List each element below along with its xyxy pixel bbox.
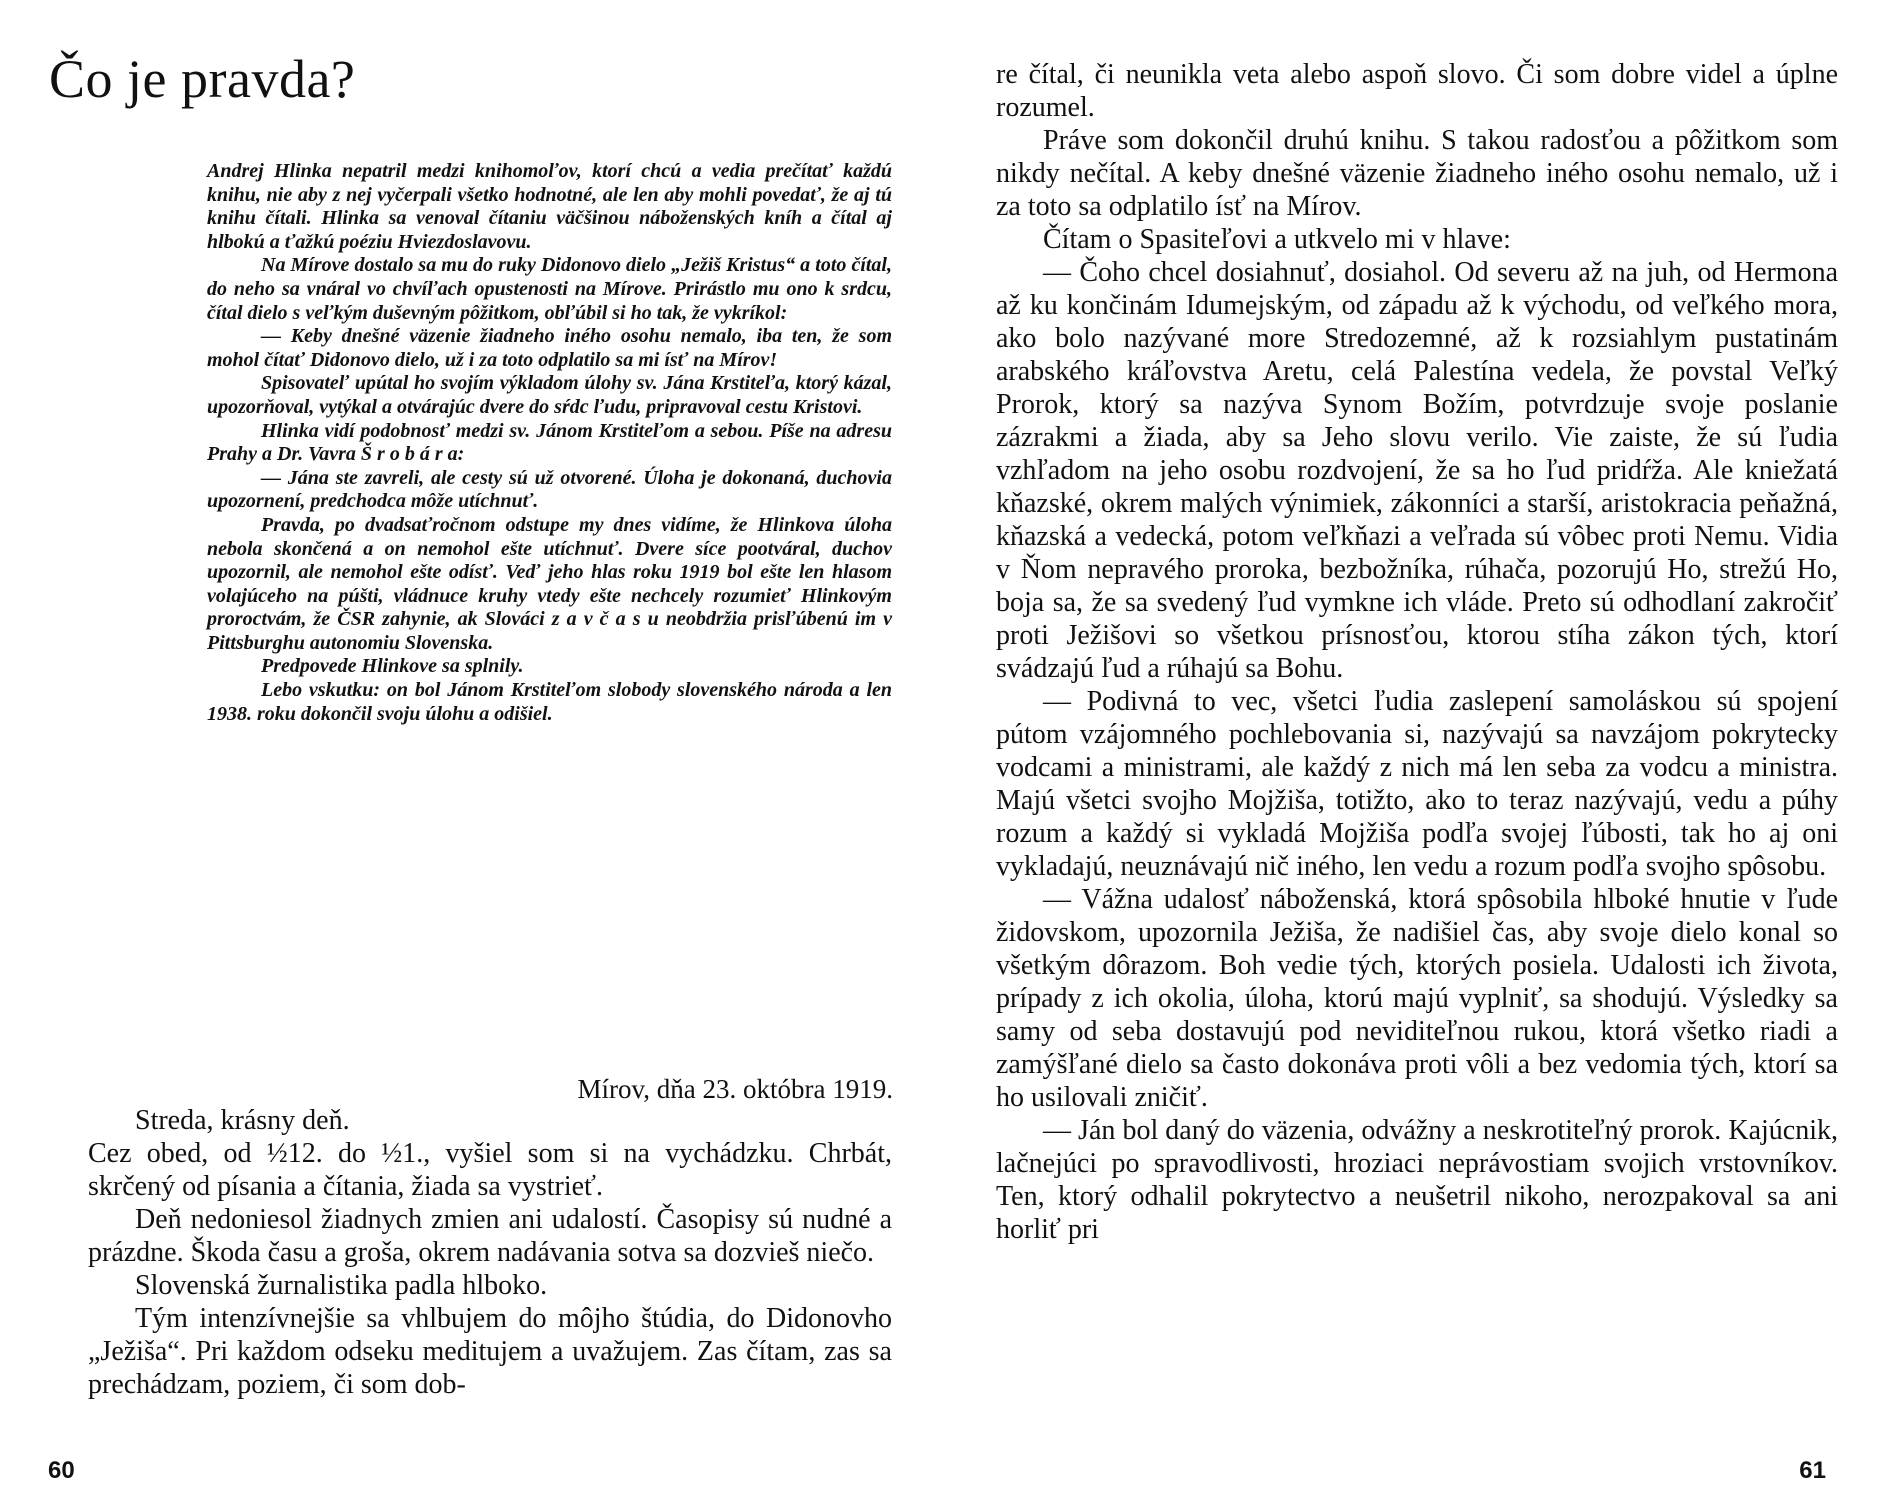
body-paragraph: Deň nedoniesol žiadnych zmien ani udalostí. Časopisy sú nudné a prázdne. Škoda času a groša, okrem nadávania sotva sa dozvieš niečo. [88, 1204, 892, 1268]
intro-paragraph: — Keby dnešné väzenie žiadneho iného osohu nemalo, iba ten, že som mohol čítať Didonovo dielo, už i za toto odplatilo sa mi ísť na Mírov! [207, 325, 892, 371]
body-paragraph: — Podivná to vec, všetci ľudia zaslepení samoláskou sú spojení pútom vzájomného pochlebovania si, nazývajú sa navzájom pokrytecky vodcami a ministrami, ale každý z nich má len seba za vodcu a ministra. Majú všetci svojho Mojžiša, totižto, ako to teraz nazývajú, vedu a púhy rozum a každý si vykladá Mojžiša podľa svojej ľúbosti, tak ho aj oni vykladajú, neuznávajú nič iného, len vedu a rozum podľa svojho spôsobu. [996, 686, 1838, 882]
body-paragraph: Tým intenzívnejšie sa vhlbujem do môjho štúdia, do Didonovho „Ježiša“. Pri každom odseku meditujem a uvažujem. Zas čítam, zas sa prechádzam, poziem, či som dob- [88, 1303, 892, 1400]
intro-paragraph: Hlinka vidí podobnosť medzi sv. Jánom Krstiteľom a sebou. Píše na adresu Prahy a Dr. Vavra Š r o b á r a: [207, 419, 892, 466]
diary-text-right [996, 58, 1838, 1246]
body-paragraph: — Čoho chcel dosiahnuť, dosiahol. Od severu až na juh, od Hermona až ku končinám Idumejským, od západu až k východu, od veľkého mora, ako bolo nazývané more Stredozemné, až k rozsiahlym pustatinám arabského kráľovstva Aretu, celá Palestína vedela, že povstal Veľký Prorok, ktorý sa nazýva Synom Božím, potvrdzuje svoje poslanie zázrakmi a žiada, aby sa Jeho slovu verilo. Vie zaiste, že sú ľudia vzhľadom na jeho osobu rozdvojení, že sa ho ľud pridŕža. Ale kniežatá kňazské, okrem malých výnimiek, zákonníci a starší, aristokracia peňažná, kňazská a vedecká, potom veľkňazi a veľrada sú vôbec proti Nemu. Vidia v Ňom nepravého proroka, bezbožníka, rúhača, pozorujú Ho, strežú Ho, boja sa, že sa svedený ľud vymkne ich vláde. Preto sú odhodlaní zakročiť proti Ježišovi so všetkou prísnosťou, ktorou stíha zákon tých, ktorí svádzajú ľud a rúhajú sa Bohu. [996, 257, 1838, 684]
body-paragraph: Cez obed, od ½12. do ½1., vyšiel som si na vychádzku. Chrbát, skrčený od písania a čítania, žiada sa vystrieť. [88, 1138, 892, 1202]
body-paragraph: Práve som dokončil druhú knihu. S takou radosťou a pôžitkom som nikdy nečítal. A keby dnešné väzenie žiadneho iného osohu nemalo, už i za toto sa odplatilo ísť na Mírov. [996, 125, 1838, 222]
chapter-introduction [207, 160, 892, 726]
intro-paragraph: Predpovede Hlinkove sa splnily. [261, 655, 524, 678]
page-number: 61 [1799, 1457, 1826, 1484]
body-paragraph: re čítal, či neunikla veta alebo aspoň slovo. Či som dobre videl a úplne rozumel. [996, 59, 1838, 123]
body-paragraph: — Vážna udalosť náboženská, ktorá spôsobila hlboké hnutie v ľude židovskom, upozornila Ježiša, že nadišiel čas, aby svoje dielo konal so všetkým dôrazom. Boh vedie tých, ktorých posiela. Udalosti ich života, prípady z ich okolia, úloha, ktorú majú vyplniť, sa shodujú. Výsledky sa samy od seba dostavujú pod neviditeľnou rukou, ktorá všetko riadi a zamýšľané dielo sa často dokonáva proti vôli a bez vedomia tých, ktorí sa ho usilovali zničiť. [996, 884, 1838, 1113]
intro-paragraph: Pravda, po dvadsaťročnom odstupe my dnes vidíme, že Hlinkova úloha nebola skončená a on nemohol ešte utíchnuť. Dvere síce pootváral, duchov upozornil, ale nemohol ešte odísť. Veď jeho hlas roku 1919 bol ešte len hlasom volajúceho na púšti, vládnuce kruhy vtedy ešte nechcely rozumieť Hlinkovým proroctvám, že ČSR zahynie, ak Slováci z a v č a s u neobdržia prisľúbenú im v Pittsburghu autonomiu Slovenska. [207, 513, 892, 654]
intro-paragraph: — Jána ste zavreli, ale cesty sú už otvorené. Úloha je dokonaná, duchovia upozornení, predchodca môže utíchnuť. [207, 466, 892, 513]
chapter-title: Čo je pravda? [49, 49, 356, 109]
intro-paragraph: Spisovateľ upútal ho svojím výkladom úlohy sv. Jána Krstiteľa, ktorý kázal, upozorňoval, vytýkal a otvárajúc dvere do sŕdc ľudu, pripravoval cestu Kristovi. [207, 372, 892, 418]
intro-paragraph: Andrej Hlinka nepatril medzi knihomoľov, ktorí chcú a vedia prečítať každú knihu, nie aby z nej vyčerpali všetko hodnotné, ale len aby mohli povedať, že aj tú knihu čítali. Hlinka sa venoval čítaniu väčšinou náboženských kníh a čítal aj hlbokú a ťažkú poéziu Hviezdoslavovu. [207, 160, 892, 253]
intro-paragraph: Na Mírove dostalo sa mu do ruky Didonovo dielo „Ježiš Kristus“ a toto čítal, do neho sa vnáral vo chvíľach opustenosti na Mírove. Prirástlo mu ono k srdcu, čítal dielo s veľkým duševným pôžitkom, obľúbil si ho tak, že vykríkol: [207, 254, 892, 324]
diary-dateline: Mírov, dňa 23. októbra 1919. [577, 1074, 893, 1104]
body-paragraph: — Ján bol daný do väzenia, odvážny a neskrotiteľný prorok. Kajúcnik, lačnejúci po spravodlivosti, hroziaci neprávostiam svojich vrstovníkov. Ten, ktorý odhalil pokrytectvo a neušetril nikoho, nerozpakoval sa ani horliť pri [996, 1115, 1838, 1245]
diary-text-left [88, 1104, 892, 1401]
page-number: 60 [48, 1457, 75, 1484]
right-page [941, 0, 1882, 1500]
body-paragraph: Čítam o Spasiteľovi a utkvelo mi v hlave: [1043, 224, 1511, 255]
body-paragraph: Streda, krásny deň. [135, 1105, 350, 1136]
body-paragraph: Slovenská žurnalistika padla hlboko. [135, 1270, 548, 1301]
intro-paragraph: Lebo vskutku: on bol Jánom Krstiteľom slobody slovenského národa a len 1938. roku dokončil svoju úlohu a odišiel. [207, 679, 892, 725]
